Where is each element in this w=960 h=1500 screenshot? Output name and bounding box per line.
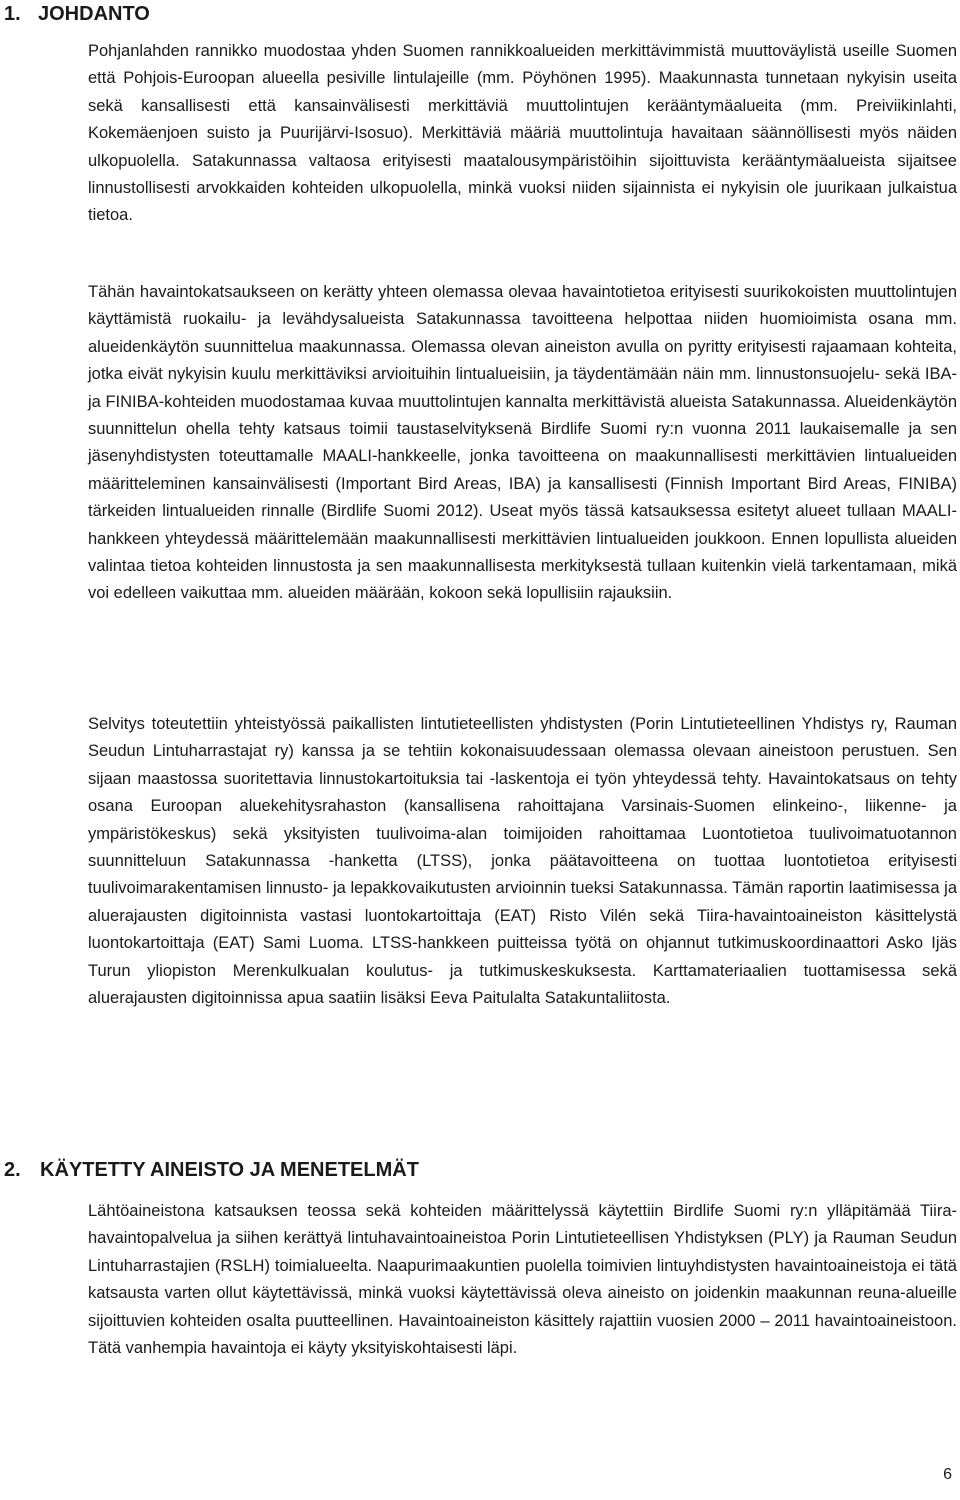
intro-paragraph-1: Pohjanlahden rannikko muodostaa yhden Suomen rannikkoalueiden merkittävimmistä muuttoväylistä useille Suomen että Pohjois-Euroopan alueella pesiville lintulajeille (mm. Pöyhönen 1995). Maakunnasta tunnetaan nykyisin useita sekä kansallisesti että kansainvälisesti merkittäviä muuttolintujen kerääntymäalueita (mm. Preiviikinlahti, Kokemäenjoen suisto ja Puurijärvi-Isosuo). Merkittäviä määriä muuttolintuja havaitaan säännöllisesti myös näiden ulkopuolella. Satakunnassa valtaosa erityisesti maatalousympäristöihin sijoittuvista kerääntymäalueista sijaitsee linnustollisesti arvokkaiden kohteiden ulkopuolella, minkä vuoksi niiden sijainnista ei nykyisin ole juurikaan julkaistua tietoa. <box>88 42 957 225</box>
section-heading-materials-methods <box>4 1158 419 1182</box>
intro-paragraph-2: Tähän havaintokatsaukseen on kerätty yhteen olemassa olevaa havaintotietoa erityisesti suurikokoisten muuttolintujen käyttämistä ruokailu- ja levähdysalueista Satakunnassa tavoitteena helpottaa niiden huomioimista osana mm. alueidenkäytön suunnittelua maakunnassa. Olemassa olevan aineiston avulla on pyritty erityisesti rajaamaan kohteita, jotka eivät nykyisin kuulu merkittäviksi arvioituihin lintualueisiin, ja täydentämään näin mm. linnustonsuojelu- sekä IBA- ja FINIBA-kohteiden muodostamaa kuvaa muuttolintujen kannalta merkittävistä alueista Satakunnassa. Alueidenkäytön suunnittelun ohella tehty katsaus toimii taustaselvityksenä Birdlife Suomi ry:n vuonna 2011 laukaisemalle ja sen jäsenyhdistysten toteuttamalle MAALI-hankkeelle, jonka tavoitteena on maakunnallisesti merkittävien lintualueiden määritteleminen kansainvälisesti (Important Bird Areas, IBA) ja kansallisesti (Finnish Important Bird Areas, FINIBA) tärkeiden lintualueiden rinnalle (Birdlife Suomi 2012). Useat myös tässä katsauksessa esitetyt alueet tullaan MAALI-hankkeen yhteydessä määrittelemään maakunnallisesti merkittävien lintualueiden joukkoon. Ennen lopullista alueiden valintaa tietoa kohteiden linnustosta ja sen maakunnallisesta merkityksestä tullaan kuitenkin vielä tarkentamaan, mikä voi edelleen vaikuttaa mm. alueiden määrään, kokoon sekä lopullisiin rajauksiin. <box>88 283 957 603</box>
section-heading-johdanto <box>4 2 150 26</box>
methods-paragraph-1: Lähtöaineistona katsauksen teossa sekä kohteiden määrittelyssä käytettiin Birdlife Suomi ry:n ylläpitämää Tiira-havaintopalvelua ja siihen kerättyä lintuhavaintoaineistoa Porin Lintutieteellisen Yhdistyksen (PLY) ja Rauman Seudun Lintuharrastajien (RSLH) toimialueelta. Naapurimaakuntien puolella toimivien lintuyhdistysten havaintoaineistoja ei tätä katsausta varten ollut käytettävissä, minkä vuoksi käytettävissä oleva aineisto on joidenkin maakunnan reuna-alueille sijoittuvien kohteiden osalta puutteellinen. Havaintoaineiston käsittely rajattiin vuosien 2000 – 2011 havaintoaineistoon. Tätä vanhempia havaintoja ei käyty yksityiskohtaisesti läpi. <box>88 1202 957 1358</box>
page-number: 6 <box>943 1466 952 1483</box>
section-number: 2. <box>4 1159 21 1181</box>
section-title: JOHDANTO <box>38 3 150 25</box>
section-number: 1. <box>4 3 21 25</box>
section-title: KÄYTETTY AINEISTO JA MENETELMÄT <box>40 1159 419 1181</box>
intro-paragraph-3: Selvitys toteutettiin yhteistyössä paikallisten lintutieteellisten yhdistysten (Porin Lintutieteellinen Yhdistys ry, Rauman Seudun Lintuharrastajat ry) kanssa ja se tehtiin kokonaisuudessaan olemassa olevaan aineistoon perustuen. Sen sijaan maastossa suoritettavia linnustokartoituksia tai -laskentoja ei työn yhteydessä tehty. Havaintokatsaus on tehty osana Euroopan aluekehitysrahaston (kansallisena rahoittajana Varsinais-Suomen elinkeino-, liikenne- ja ympäristökeskus) sekä yksityisten tuulivoima-alan toimijoiden rahoittamaa Luontotietoa tuulivoimatuotannon suunnitteluun Satakunnassa -hanketta (LTSS), jonka päätavoitteena on tuottaa luontotietoa erityisesti tuulivoimarakentamisen linnusto- ja lepakkovaikutusten arvioinnin tueksi Satakunnassa. Tämän raportin laatimisessa ja aluerajausten digitoinnista vastasi luontokartoittaja (EAT) Risto Vilén sekä Tiira-havaintoaineiston käsittelystä luontokartoittaja (EAT) Sami Luoma. LTSS-hankkeen puitteissa työtä on ohjannut tutkimuskoordinaattori Asko Ijäs Turun yliopiston Merenkulkualan koulutus- ja tutkimuskeskuksesta. Karttamateriaalien tuottamisessa sekä aluerajausten digitoinnissa apua saatiin lisäksi Eeva Paitulalta Satakuntaliitosta. <box>88 715 957 1008</box>
